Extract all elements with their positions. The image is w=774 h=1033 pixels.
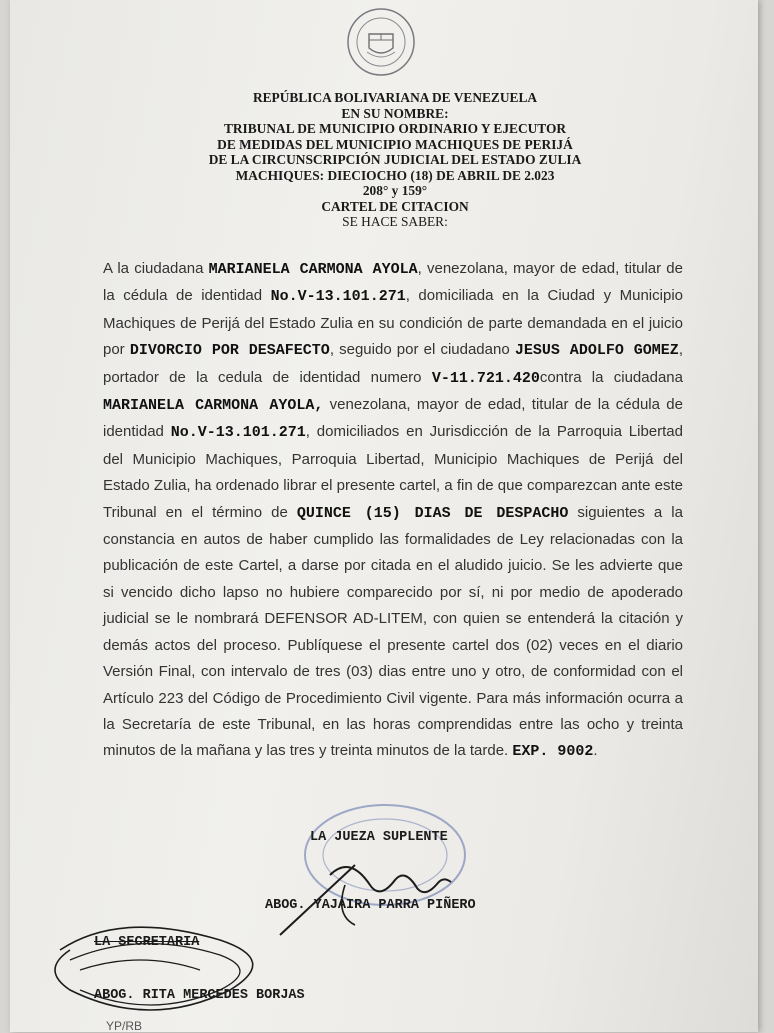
header-en-su-nombre: EN SU NOMBRE: — [341, 105, 449, 121]
defendant-name-repeat: MARIANELA CARMONA AYOLA, — [103, 397, 324, 415]
body-text-segment: , portador de la cedula de identidad numero — [103, 341, 683, 386]
secretary-title: LA SECRETARIA — [94, 935, 200, 950]
case-file-number: EXP. 9002 — [512, 743, 594, 761]
header-republic: REPÚBLICA BOLIVARIANA DE VENEZUELA — [252, 90, 538, 105]
header-court-1: TRIBUNAL DE MUNICIPIO ORDINARIO Y EJECUTOR — [223, 121, 567, 136]
appearance-term: QUINCE (15) DIAS DE DESPACHO — [296, 504, 569, 522]
body-text-segment: A la ciudadana — [103, 260, 209, 277]
header-se-hace-saber: SE HACE SABER: — [342, 214, 448, 229]
header-date: MACHIQUES: DIECIOCHO (18) DE ABRIL DE 2.023 — [235, 167, 555, 183]
body-text-segment: contra la ciudadana — [539, 368, 683, 386]
judge-title: LA JUEZA SUPLENTE — [310, 830, 448, 845]
body-text-segment: , seguido por el ciudadano — [329, 341, 515, 359]
secretary-signature — [50, 910, 310, 1020]
typist-initials: YP/RB — [106, 1019, 143, 1033]
plaintiff-id: V-11.721.420 — [431, 369, 540, 387]
header-years: 208° y 159° — [362, 183, 428, 198]
plaintiff-name: JESUS ADOLFO GOMEZ — [514, 342, 679, 360]
document-title: CARTEL DE CITACION — [321, 198, 469, 214]
secretary-name: ABOG. RITA MERCEDES BORJAS — [94, 988, 305, 1003]
citation-body — [103, 256, 683, 766]
body-text-segment: . — [593, 742, 598, 760]
header-court-2: DE MEDIDAS DEL MUNICIPIO MACHIQUES DE PERIJÁ — [217, 136, 573, 152]
body-text-segment: , venezolana, mayor de edad, titular de la cédula de identidad — [103, 260, 683, 305]
document-header — [160, 90, 630, 230]
defendant-name: MARIANELA CARMONA AYOLA — [208, 261, 418, 278]
document-page — [10, 0, 758, 1032]
case-type: DIVORCIO POR DESAFECTO — [129, 342, 330, 360]
body-text-segment: venezolana, mayor de edad, titular de la cédula de identidad — [103, 396, 683, 441]
body-text-segment: , domiciliados en Jurisdicción de la Parroquia Libertad del Municipio Machiques, Parroquia Libertad, Municipio Machiques de Perijá del Estado Zulia, ha ordenado librar el presente cartel, a fin de que comparezcan ante este Tribunal en el término de — [103, 423, 683, 521]
defendant-id: No.V-13.101.271 — [270, 288, 406, 306]
judge-name: ABOG. YAJAIRA PARRA PIÑERO — [265, 898, 476, 913]
body-text-segment: siguientes a la constancia en autos de haber cumplido las formalidades de Ley relacionadas con la publicación de este Cartel, a darse por citada en el aludido juicio. Se les advierte que si vencido dicho lapso no hubiere comparecido por sí, ni por medio de apoderado judicial se le nombrará DEFENSOR AD-LITEM, con quien se entenderá la citación y demás actos del proceso. Publíquese el presente cartel dos (02) veces en el diario Versión Final, con intervalo de tres (03) dias entre uno y otro, de conformidad con el Artículo 223 del Código de Procedimiento Civil vigente. Para más información ocurra a la Secretaría de este Tribunal, en las horas comprendidas entre las ocho y treinta minutos de la mañana y las tres y treinta minutos de la tarde. — [103, 503, 683, 760]
body-text-segment: , domiciliada en la Ciudad y Municipio Machiques de Perijá del Estado Zulia en su condición de parte demandada en el juicio por — [103, 287, 683, 359]
court-seal-stamp — [345, 6, 417, 78]
header-court-3: DE LA CIRCUNSCRIPCIÓN JUDICIAL DEL ESTADO ZULIA — [208, 152, 582, 167]
defendant-id-repeat: No.V-13.101.271 — [170, 424, 306, 442]
